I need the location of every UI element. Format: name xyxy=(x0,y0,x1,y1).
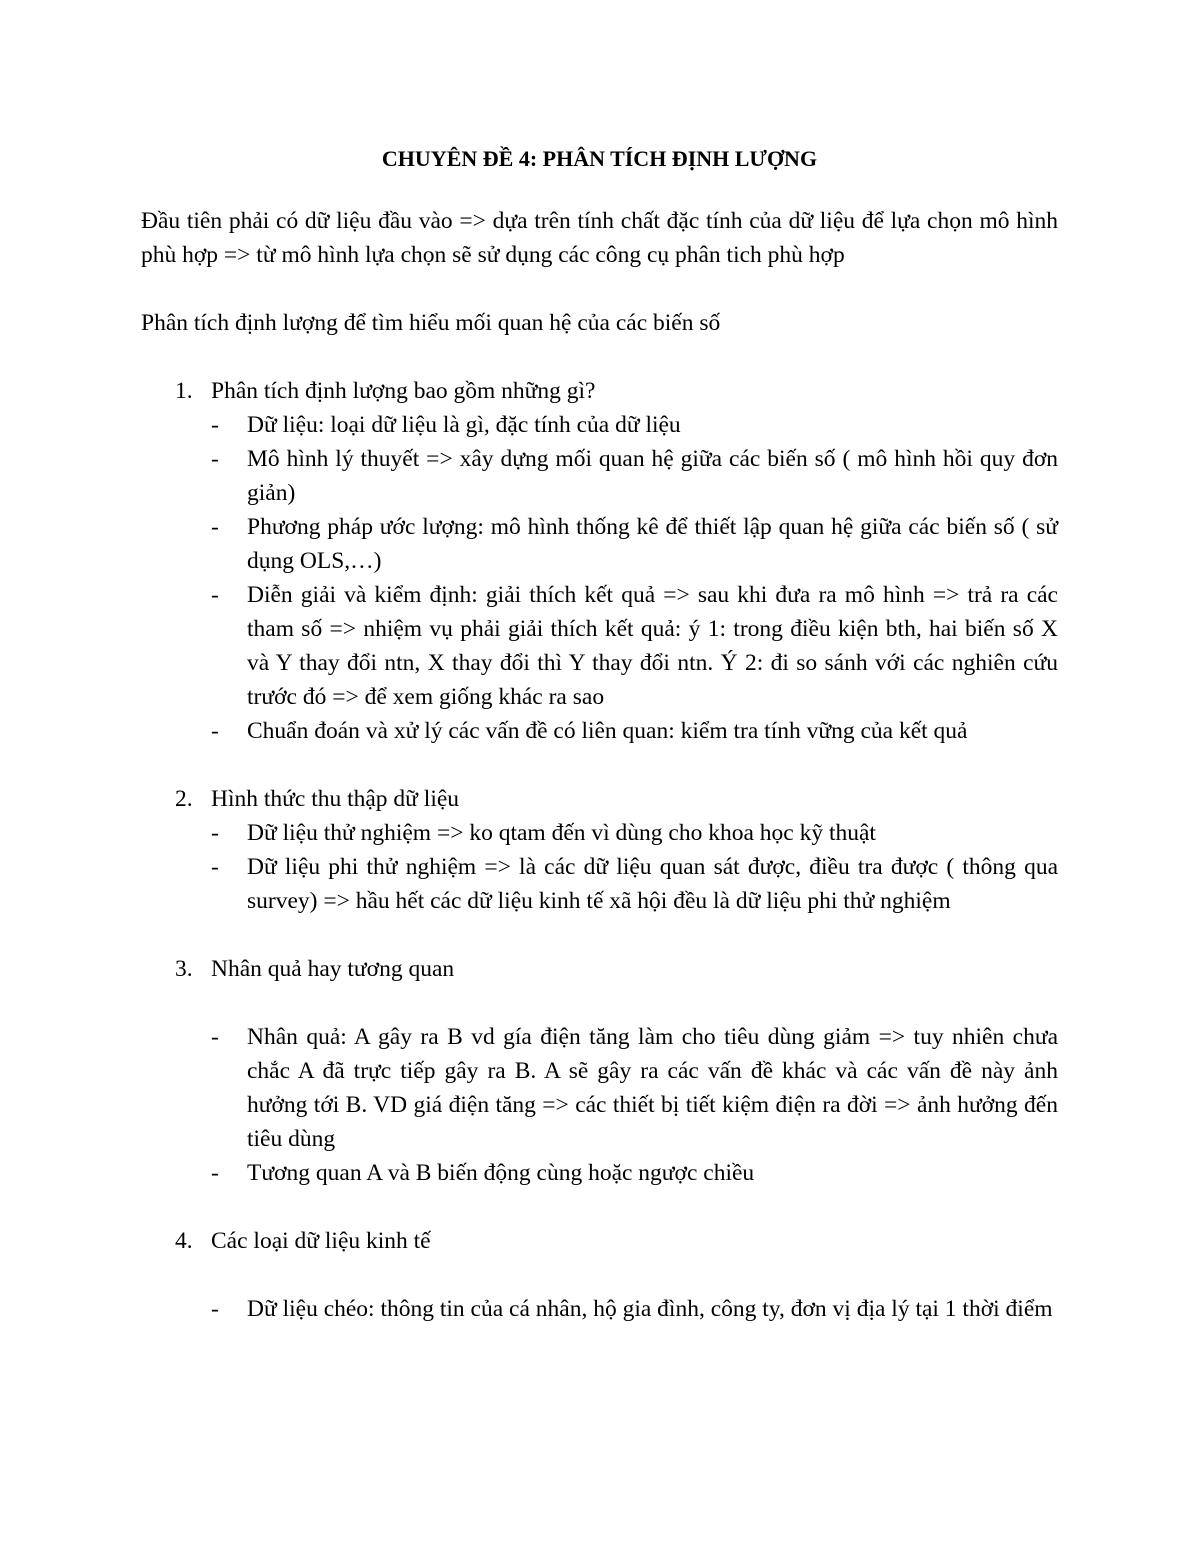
spacer xyxy=(141,918,1058,952)
section-4 xyxy=(141,1224,1058,1326)
list-item xyxy=(211,510,1058,578)
dash-marker: - xyxy=(211,412,219,438)
list-item xyxy=(211,408,1058,442)
list-item-text: Dữ liệu thử nghiệm => ko qtam đến vì dùng cho khoa học kỹ thuật xyxy=(247,820,876,846)
bullet-list xyxy=(211,408,1058,748)
spacer xyxy=(141,340,1058,374)
dash-marker: - xyxy=(211,1296,219,1322)
section-heading-text: Hình thức thu thập dữ liệu xyxy=(211,786,460,812)
list-item xyxy=(211,578,1058,714)
list-item-text: Dữ liệu chéo: thông tin của cá nhân, hộ gia đình, công ty, đơn vị địa lý tại 1 thời điểm xyxy=(247,1296,1053,1322)
dash-marker: - xyxy=(211,582,219,608)
spacer xyxy=(141,272,1058,306)
dash-marker: - xyxy=(211,1160,219,1186)
section-number: 4. xyxy=(175,1228,193,1254)
section-1 xyxy=(141,374,1058,748)
list-item-text: Dữ liệu phi thử nghiệm => là các dữ liệu quan sát được, điều tra được ( thông qua survey) => hầu hết các dữ liệu kinh tế xã hội đều là dữ liệu phi thử nghiệm xyxy=(247,854,1058,914)
list-item xyxy=(211,1292,1058,1326)
section-heading xyxy=(175,1224,1058,1258)
list-item-text: Tương quan A và B biến động cùng hoặc ngược chiều xyxy=(247,1160,755,1186)
list-item-text: Diễn giải và kiểm định: giải thích kết quả => sau khi đưa ra mô hình => trả ra các tham số => nhiệm vụ phải giải thích kết quả: ý 1: trong điều kiện bth, hai biến số X và Y thay đổi ntn, X thay đổi thì Y thay đổi ntn. Ý 2: đi so sánh với các nghiên cứu trước đó => để xem giống khác ra sao xyxy=(247,582,1058,710)
dash-marker: - xyxy=(211,514,219,540)
section-number: 2. xyxy=(175,786,193,812)
list-item xyxy=(211,850,1058,918)
purpose-paragraph: Phân tích định lượng để tìm hiểu mối quan hệ của các biến số xyxy=(141,310,721,336)
list-item xyxy=(211,714,1058,748)
section-heading xyxy=(175,374,1058,408)
intro-paragraph: Đầu tiên phải có dữ liệu đầu vào => dựa trên tính chất đặc tính của dữ liệu để lựa chọn mô hình phù hợp => từ mô hình lựa chọn sẽ sử dụng các công cụ phân tich phù hợp xyxy=(141,208,1058,268)
section-heading-text: Các loại dữ liệu kinh tế xyxy=(211,1228,431,1254)
spacer xyxy=(211,1258,1058,1292)
dash-marker: - xyxy=(211,718,219,744)
spacer xyxy=(141,1190,1058,1224)
section-heading-text: Phân tích định lượng bao gồm những gì? xyxy=(211,378,596,404)
section-3 xyxy=(141,952,1058,1190)
spacer xyxy=(211,986,1058,1020)
section-number: 3. xyxy=(175,956,193,982)
dash-marker: - xyxy=(211,820,219,846)
document-page xyxy=(141,142,1058,1326)
dash-marker: - xyxy=(211,446,219,472)
list-item-text: Mô hình lý thuyết => xây dựng mối quan hệ giữa các biến số ( mô hình hồi quy đơn giản) xyxy=(247,446,1058,506)
list-item-text: Nhân quả: A gây ra B vd gía điện tăng làm cho tiêu dùng giảm => tuy nhiên chưa chắc A đã trực tiếp gây ra B. A sẽ gây ra các vấn đề khác và các vấn đề này ảnh hưởng tới B. VD giá điện tăng => các thiết bị tiết kiệm điện ra đời => ảnh hưởng đến tiêu dùng xyxy=(247,1024,1058,1152)
section-number: 1. xyxy=(175,378,193,404)
list-item-text: Phương pháp ước lượng: mô hình thống kê để thiết lập quan hệ giữa các biến số ( sử dụng OLS,…) xyxy=(247,514,1058,574)
list-item xyxy=(211,1020,1058,1156)
section-heading xyxy=(175,782,1058,816)
bullet-list xyxy=(211,816,1058,918)
dash-marker: - xyxy=(211,1024,219,1050)
bullet-list xyxy=(211,1020,1058,1190)
spacer xyxy=(141,748,1058,782)
bullet-list xyxy=(211,1292,1058,1326)
list-item xyxy=(211,816,1058,850)
dash-marker: - xyxy=(211,854,219,880)
list-item-text: Dữ liệu: loại dữ liệu là gì, đặc tính của dữ liệu xyxy=(247,412,681,438)
list-item-text: Chuẩn đoán và xử lý các vấn đề có liên quan: kiểm tra tính vững của kết quả xyxy=(247,718,968,744)
section-heading xyxy=(175,952,1058,986)
section-heading-text: Nhân quả hay tương quan xyxy=(211,956,455,982)
section-2 xyxy=(141,782,1058,918)
list-item xyxy=(211,1156,1058,1190)
list-item xyxy=(211,442,1058,510)
document-title: CHUYÊN ĐỀ 4: PHÂN TÍCH ĐỊNH LƯỢNG xyxy=(381,146,818,171)
